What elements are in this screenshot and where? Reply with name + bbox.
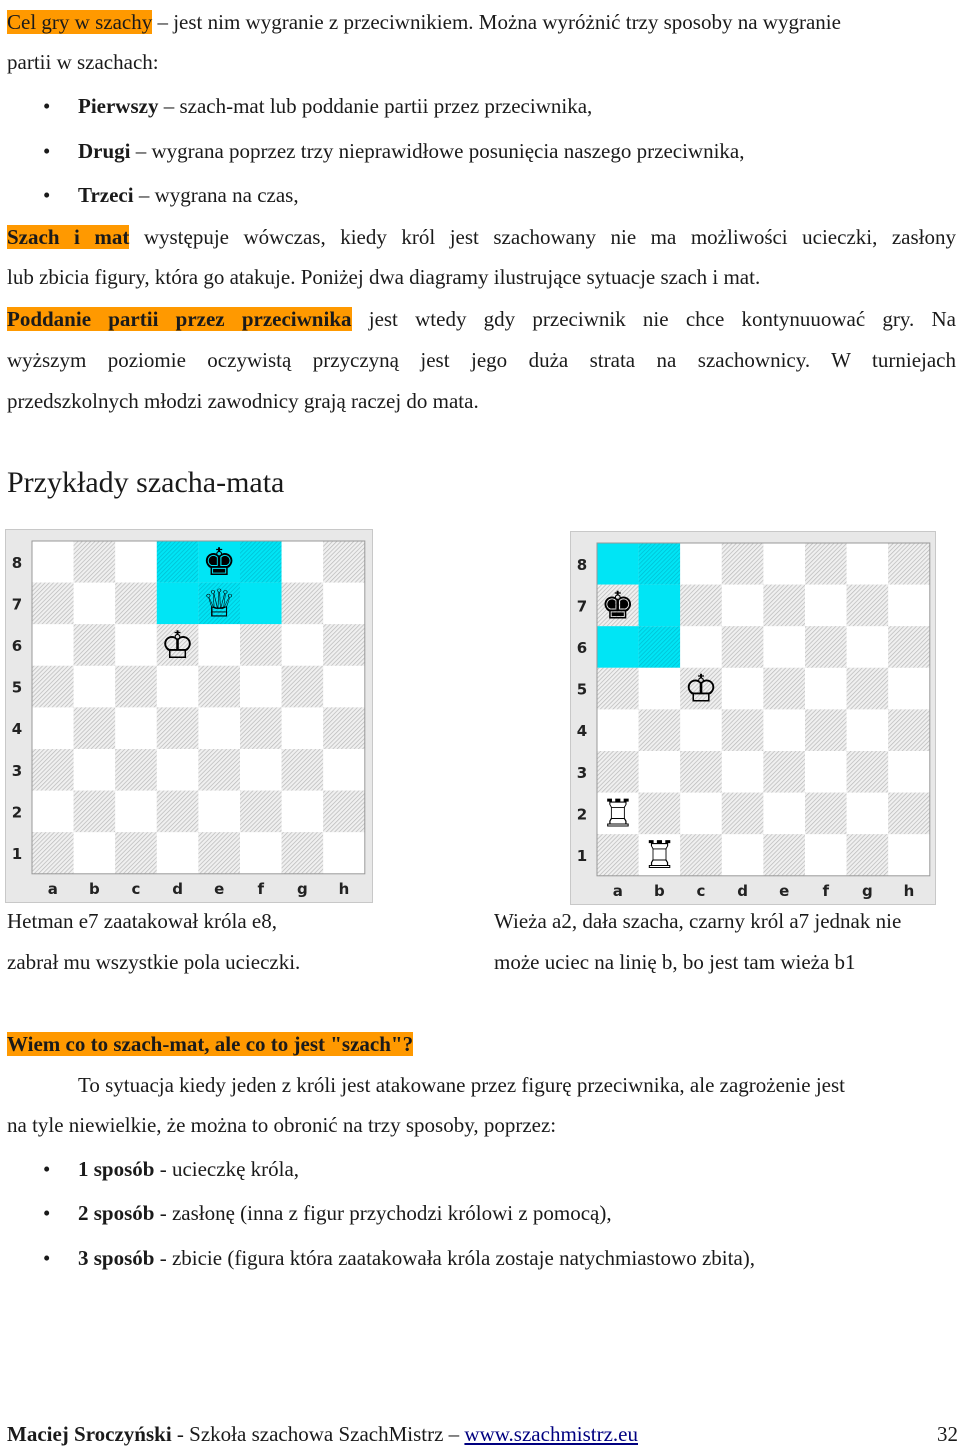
square-e4 — [763, 709, 805, 751]
square-a7 — [32, 583, 74, 625]
square-e3 — [198, 749, 240, 791]
check-item-2: 2 sposób - zasłonę (inna z figur przychodzi królowi z pomocą), — [78, 1201, 612, 1225]
rank-label: 5 — [576, 680, 588, 699]
way-item-3: Trzeci – wygrana na czas, — [78, 183, 299, 207]
check-item-3: 3 sposób - zbicie (figura która zaatakowała króla zostaje natychmiastowo zbita), — [78, 1246, 756, 1270]
caption-1a: Hetman e7 zaatakował króla e8, — [7, 909, 277, 933]
square-g6 — [282, 624, 324, 666]
square-g7 — [282, 583, 324, 625]
file-label: c — [131, 879, 141, 898]
square-f1 — [240, 832, 282, 874]
square-d7 — [722, 585, 764, 627]
square-e5 — [763, 668, 805, 710]
square-f2 — [240, 791, 282, 833]
file-label: g — [297, 879, 308, 898]
square-e8 — [763, 543, 805, 585]
file-label: e — [779, 881, 790, 900]
square-e6 — [763, 626, 805, 668]
square-g4 — [847, 709, 889, 751]
square-a8 — [597, 543, 639, 585]
rank-label: 2 — [576, 805, 588, 824]
square-e2 — [763, 793, 805, 835]
file-label: c — [696, 881, 706, 900]
square-c5 — [115, 666, 157, 708]
square-b3 — [74, 749, 116, 791]
square-b7 — [639, 585, 681, 627]
square-d2 — [157, 791, 199, 833]
footer-author: Maciej Sroczyński — [7, 1422, 172, 1446]
square-c3 — [680, 751, 722, 793]
square-h1 — [888, 834, 930, 876]
square-f3 — [240, 749, 282, 791]
file-label: d — [737, 881, 748, 900]
square-d3 — [157, 749, 199, 791]
square-d1 — [157, 832, 199, 874]
square-b7 — [74, 583, 116, 625]
rank-label: 3 — [11, 761, 23, 780]
file-label: h — [903, 881, 915, 900]
check-line-1: To sytuacja kiedy jeden z króli jest atakowane przez figurę przeciwnika, ale zagrożenie jest — [78, 1073, 846, 1097]
square-h2 — [323, 791, 365, 833]
rank-label: 6 — [11, 637, 23, 655]
square-g2 — [847, 793, 889, 835]
examples-title: Przykłady szacha-mata — [7, 466, 285, 499]
square-h3 — [888, 751, 930, 793]
bullet: • — [43, 139, 51, 163]
rank-label: 8 — [11, 553, 23, 572]
square-g1 — [847, 834, 889, 876]
square-e6 — [198, 624, 240, 666]
square-h6 — [323, 624, 365, 666]
chess-diagram-1 — [5, 529, 373, 903]
square-c6 — [680, 626, 722, 668]
resign-line-3: przedszkolnych młodzi zawodnicy grają raczej do mata. — [7, 389, 479, 413]
resign-line-1: Poddanie partii przez przeciwnika jest wtedy gdy przeciwnik nie chce kontynuuować gry. Na — [7, 307, 956, 331]
square-h5 — [888, 668, 930, 710]
rank-label: 4 — [11, 720, 23, 739]
square-f4 — [240, 707, 282, 749]
square-a8 — [32, 541, 74, 583]
square-h6 — [888, 626, 930, 668]
square-c1 — [115, 832, 157, 874]
square-e7 — [763, 585, 805, 627]
square-h4 — [888, 709, 930, 751]
square-f2 — [805, 793, 847, 835]
square-c7 — [115, 583, 157, 625]
square-h7 — [888, 585, 930, 627]
square-b5 — [74, 666, 116, 708]
file-label: h — [338, 879, 350, 898]
bullet: • — [43, 1201, 51, 1225]
square-b2 — [639, 793, 681, 835]
file-label: a — [47, 879, 58, 898]
square-f6 — [240, 624, 282, 666]
intro-line-1: Cel gry w szachy – jest nim wygranie z przeciwnikiem. Można wyróżnić trzy sposoby na wygranie — [7, 10, 841, 34]
square-g5 — [847, 668, 889, 710]
square-h2 — [888, 793, 930, 835]
square-d6 — [722, 626, 764, 668]
square-a1 — [32, 832, 74, 874]
square-a3 — [32, 749, 74, 791]
chess-diagram-2 — [570, 531, 936, 905]
square-g8 — [847, 543, 889, 585]
square-e2 — [198, 791, 240, 833]
check-line-2: na tyle niewielkie, że można to obronić na trzy sposoby, poprzez: — [7, 1113, 557, 1137]
square-b6 — [639, 626, 681, 668]
square-a3 — [597, 751, 639, 793]
square-f6 — [805, 626, 847, 668]
square-b5 — [639, 668, 681, 710]
footer-school: - Szkoła szachowa SzachMistrz – — [171, 1422, 465, 1446]
square-a2 — [32, 791, 74, 833]
square-g7 — [847, 585, 889, 627]
bullet: • — [43, 1157, 51, 1181]
square-d2 — [722, 793, 764, 835]
square-e1 — [763, 834, 805, 876]
black-king-icon: ♚ — [202, 539, 237, 584]
square-h5 — [323, 666, 365, 708]
file-label: f — [822, 881, 830, 900]
square-f7 — [240, 583, 282, 625]
way-item-2: Drugi – wygrana poprzez trzy nieprawidłowe posunięcia naszego przeciwnika, — [78, 139, 745, 163]
way-item-1: Pierwszy – szach-mat lub poddanie partii przez przeciwnika, — [78, 94, 593, 118]
square-a4 — [597, 709, 639, 751]
white-king-icon: ♔ — [160, 623, 195, 667]
check-item-1: 1 sposób - ucieczkę króla, — [78, 1157, 300, 1181]
square-e5 — [198, 666, 240, 708]
footer-link[interactable]: www.szachmistrz.eu — [464, 1422, 638, 1446]
goal-highlight: Cel gry w szachy — [7, 10, 153, 34]
square-b1 — [74, 832, 116, 874]
square-d8 — [157, 541, 199, 583]
file-label: b — [89, 879, 100, 898]
square-a4 — [32, 707, 74, 749]
square-h8 — [888, 543, 930, 585]
square-c8 — [680, 543, 722, 585]
square-g2 — [282, 791, 324, 833]
square-f4 — [805, 709, 847, 751]
bullet: • — [43, 1246, 51, 1270]
square-d7 — [157, 583, 199, 625]
square-c7 — [680, 585, 722, 627]
resign-highlight: Poddanie partii przez przeciwnika — [7, 307, 352, 331]
square-b8 — [74, 541, 116, 583]
square-f3 — [805, 751, 847, 793]
square-a1 — [597, 834, 639, 876]
square-d5 — [722, 668, 764, 710]
bullet: • — [43, 94, 51, 118]
square-b8 — [639, 543, 681, 585]
resign-line-2: wyższym poziomie oczywistą przyczyną jest jego duża strata na szachownicy. W turniejach — [7, 348, 956, 372]
page-footer — [7, 1420, 958, 1448]
square-h4 — [323, 707, 365, 749]
square-c8 — [115, 541, 157, 583]
square-c1 — [680, 834, 722, 876]
white-queen-icon: ♕ — [202, 581, 237, 626]
square-h7 — [323, 583, 365, 625]
square-a5 — [32, 666, 74, 708]
rank-label: 7 — [11, 595, 23, 614]
square-e4 — [198, 707, 240, 749]
square-e3 — [763, 751, 805, 793]
square-d5 — [157, 666, 199, 708]
white-king-icon: ♔ — [683, 666, 719, 711]
black-king-icon: ♚ — [600, 583, 635, 628]
square-a6 — [32, 624, 74, 666]
mate-line-2: lub zbicia figury, która go atakuje. Poniżej dwa diagramy ilustrujące sytuacje szach i mat. — [7, 265, 761, 289]
square-c6 — [115, 624, 157, 666]
square-d4 — [157, 707, 199, 749]
rank-label: 7 — [576, 597, 588, 616]
mate-highlight: Szach i mat — [7, 225, 130, 249]
rank-label: 4 — [576, 722, 588, 741]
intro-line-2: partii w szachach: — [7, 50, 159, 74]
square-h1 — [323, 832, 365, 874]
square-a5 — [597, 668, 639, 710]
file-label: a — [612, 881, 623, 900]
square-d4 — [722, 709, 764, 751]
square-g5 — [282, 666, 324, 708]
square-d1 — [722, 834, 764, 876]
square-g6 — [847, 626, 889, 668]
file-label: b — [654, 881, 665, 900]
square-g1 — [282, 832, 324, 874]
rank-label: 3 — [576, 763, 588, 782]
square-h8 — [323, 541, 365, 583]
file-label: g — [862, 881, 873, 900]
white-rook-icon: ♖ — [642, 833, 677, 877]
square-d3 — [722, 751, 764, 793]
square-f5 — [240, 666, 282, 708]
square-c3 — [115, 749, 157, 791]
rank-label: 8 — [576, 555, 588, 574]
square-b4 — [74, 707, 116, 749]
square-b4 — [639, 709, 681, 751]
square-d8 — [722, 543, 764, 585]
file-label: e — [214, 879, 225, 898]
white-rook-icon: ♖ — [600, 791, 635, 836]
caption-2b: może uciec na linię b, bo jest tam wieża b1 — [494, 950, 856, 974]
square-c2 — [115, 791, 157, 833]
rank-label: 6 — [576, 639, 588, 657]
mate-line-1: Szach i mat występuje wówczas, kiedy król jest szachowany nie ma możliwości ucieczki, zasłony — [7, 225, 957, 249]
rank-label: 5 — [11, 678, 23, 697]
square-b3 — [639, 751, 681, 793]
square-c2 — [680, 793, 722, 835]
square-f7 — [805, 585, 847, 627]
square-a6 — [597, 626, 639, 668]
square-g4 — [282, 707, 324, 749]
rank-label: 1 — [11, 845, 23, 863]
square-c4 — [680, 709, 722, 751]
page-number: 32 — [937, 1422, 958, 1446]
square-c4 — [115, 707, 157, 749]
square-f8 — [805, 543, 847, 585]
rank-label: 2 — [11, 803, 23, 822]
square-f1 — [805, 834, 847, 876]
square-b6 — [74, 624, 116, 666]
square-f5 — [805, 668, 847, 710]
caption-1b: zabrał mu wszystkie pola ucieczki. — [7, 950, 301, 974]
board-svg-1 — [5, 529, 373, 903]
square-e1 — [198, 832, 240, 874]
check-heading: Wiem co to szach-mat, ale co to jest "szach"? — [7, 1032, 414, 1056]
rank-label: 1 — [576, 847, 588, 865]
file-label: d — [172, 879, 183, 898]
square-h3 — [323, 749, 365, 791]
caption-2a: Wieża a2, dała szacha, czarny król a7 jednak nie — [494, 909, 902, 933]
square-b2 — [74, 791, 116, 833]
square-g8 — [282, 541, 324, 583]
square-g3 — [847, 751, 889, 793]
bullet: • — [43, 183, 51, 207]
square-g3 — [282, 749, 324, 791]
board-svg-2 — [570, 531, 936, 905]
file-label: f — [257, 879, 265, 898]
square-f8 — [240, 541, 282, 583]
